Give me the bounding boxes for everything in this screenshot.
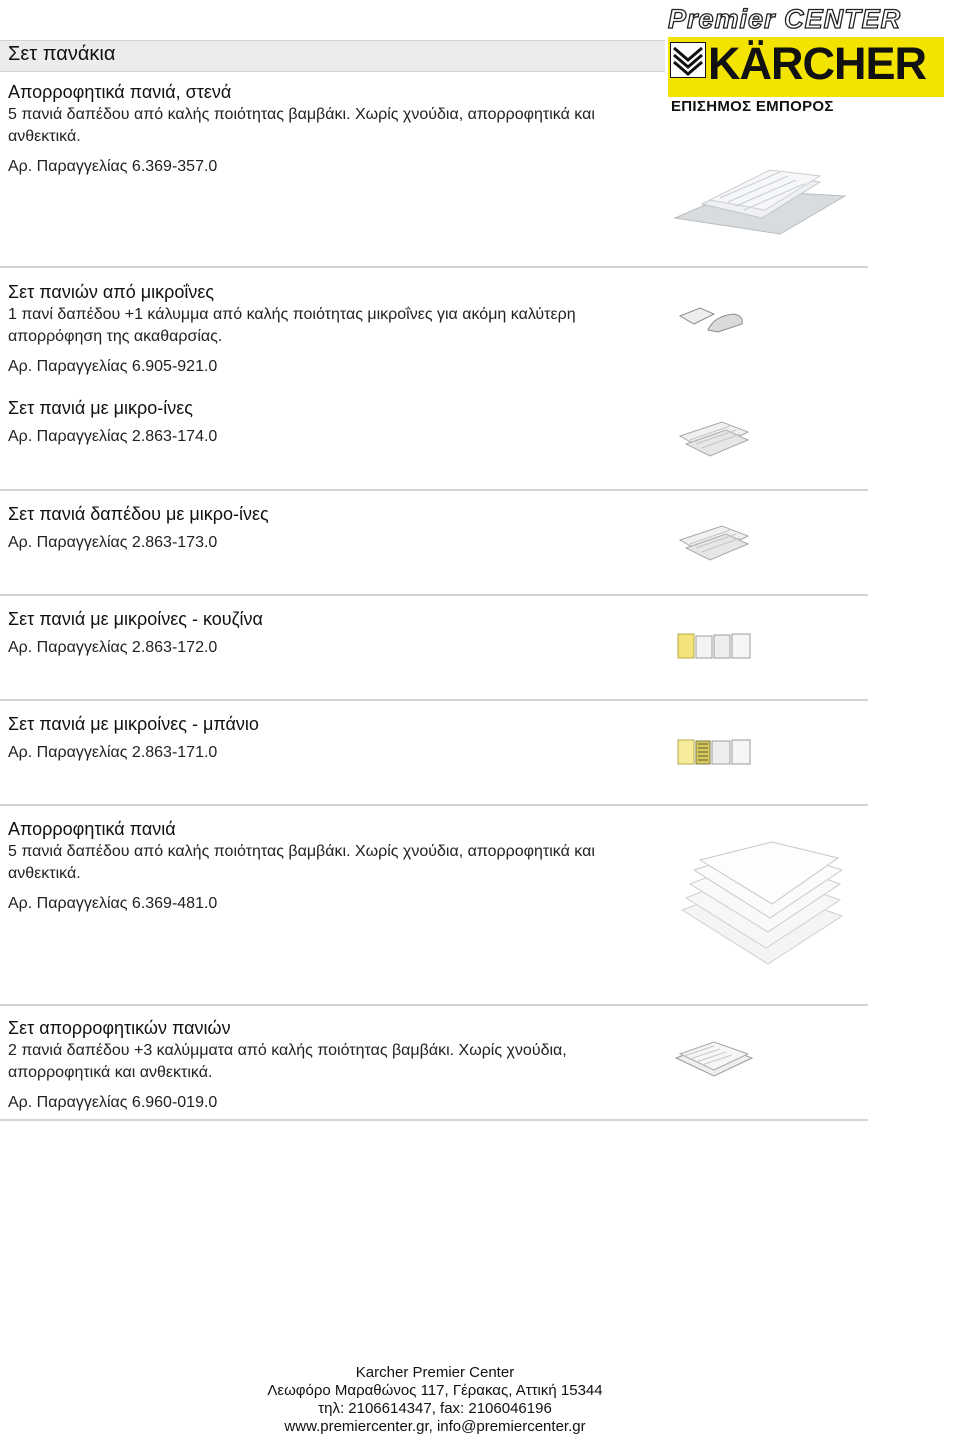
- product-title: Σετ πανιά δαπέδου με μικρο-ίνες: [8, 504, 269, 524]
- karcher-emblem-icon: [670, 42, 706, 78]
- bathroom-cloths-image: [676, 738, 752, 766]
- product-order-number: Αρ. Παραγγελίας 6.960-019.0: [8, 1094, 218, 1111]
- absorbent-cloth-set-image: [674, 1038, 754, 1080]
- product-item: [8, 280, 668, 378]
- logo-premier-center-text: Premier CENTER: [668, 4, 902, 34]
- footer-company: Karcher Premier Center: [355, 1364, 515, 1381]
- logo-brand-text: KÄRCHER: [708, 38, 926, 89]
- narrow-cloths-image: [670, 160, 850, 240]
- product-item: [8, 1016, 668, 1114]
- absorbent-cloths-image: [672, 840, 852, 968]
- kitchen-cloths-image: [676, 632, 752, 660]
- product-title: Απορροφητικά πανιά, στενά: [8, 82, 232, 102]
- section-divider: [0, 699, 868, 701]
- floor-microfiber-cloths-image: [678, 522, 750, 562]
- product-item: [8, 817, 668, 915]
- product-description: 2 πανιά δαπέδου +3 καλύμματα από καλής ποιότητας βαμβάκι. Χωρίς χνούδια, απορροφητικά και ανθεκτικά.: [8, 1042, 567, 1081]
- footer-web[interactable]: www.premiercenter.gr, info@premiercenter.gr: [284, 1418, 586, 1435]
- section-divider: [0, 1004, 868, 1006]
- product-item: [8, 712, 668, 764]
- footer-address: Λεωφόρο Μαραθώνος 117, Γέρακας, Αττική 15344: [267, 1382, 603, 1399]
- page-title: Σετ πανάκια: [8, 43, 116, 65]
- section-divider: [0, 594, 868, 596]
- product-item: [8, 80, 668, 178]
- product-order-number: Αρ. Παραγγελίας 2.863-174.0: [8, 428, 218, 445]
- footer-phone: τηλ: 2106614347, fax: 2106046196: [318, 1400, 552, 1417]
- section-divider: [0, 266, 868, 268]
- microfiber-cloth-set-image: [678, 302, 748, 338]
- product-item: [8, 396, 668, 448]
- product-title: Σετ πανιά με μικρο-ίνες: [8, 398, 193, 418]
- product-description: 1 πανί δαπέδου +1 κάλυμμα από καλής ποιότητας μικροΐνες για ακόμη καλύτερη απορρόφηση της ακαθαρσίας.: [8, 306, 576, 345]
- product-order-number: Αρ. Παραγγελίας 6.369-481.0: [8, 895, 218, 912]
- product-order-number: Αρ. Παραγγελίας 2.863-172.0: [8, 639, 218, 656]
- section-divider: [0, 489, 868, 491]
- microfiber-cloths-image: [678, 418, 750, 458]
- product-title: Απορροφητικά πανιά: [8, 819, 176, 839]
- karcher-premier-logo: [668, 4, 948, 124]
- product-item: [8, 607, 668, 659]
- page-footer: [0, 1364, 870, 1436]
- product-order-number: Αρ. Παραγγελίας 6.905-921.0: [8, 358, 218, 375]
- section-divider: [0, 804, 868, 806]
- product-title: Σετ απορροφητικών πανιών: [8, 1018, 231, 1038]
- product-description: 5 πανιά δαπέδου από καλής ποιότητας βαμβάκι. Χωρίς χνούδια, απορροφητικά και ανθεκτικά.: [8, 106, 595, 145]
- product-title: Σετ πανιών από μικροΐνες: [8, 282, 215, 302]
- product-order-number: Αρ. Παραγγελίας 2.863-171.0: [8, 744, 218, 761]
- product-order-number: Αρ. Παραγγελίας 2.863-173.0: [8, 534, 218, 551]
- product-order-number: Αρ. Παραγγελίας 6.369-357.0: [8, 158, 218, 175]
- product-title: Σετ πανιά με μικροίνες - κουζίνα: [8, 609, 263, 629]
- product-title: Σετ πανιά με μικροίνες - μπάνιο: [8, 714, 259, 734]
- product-item: [8, 502, 668, 554]
- logo-official-dealer-text: ΕΠΙΣΗΜΟΣ ΕΜΠΟΡΟΣ: [671, 98, 834, 115]
- section-divider: [0, 1119, 868, 1121]
- product-description: 5 πανιά δαπέδου από καλής ποιότητας βαμβάκι. Χωρίς χνούδια, απορροφητικά και ανθεκτικά.: [8, 843, 595, 882]
